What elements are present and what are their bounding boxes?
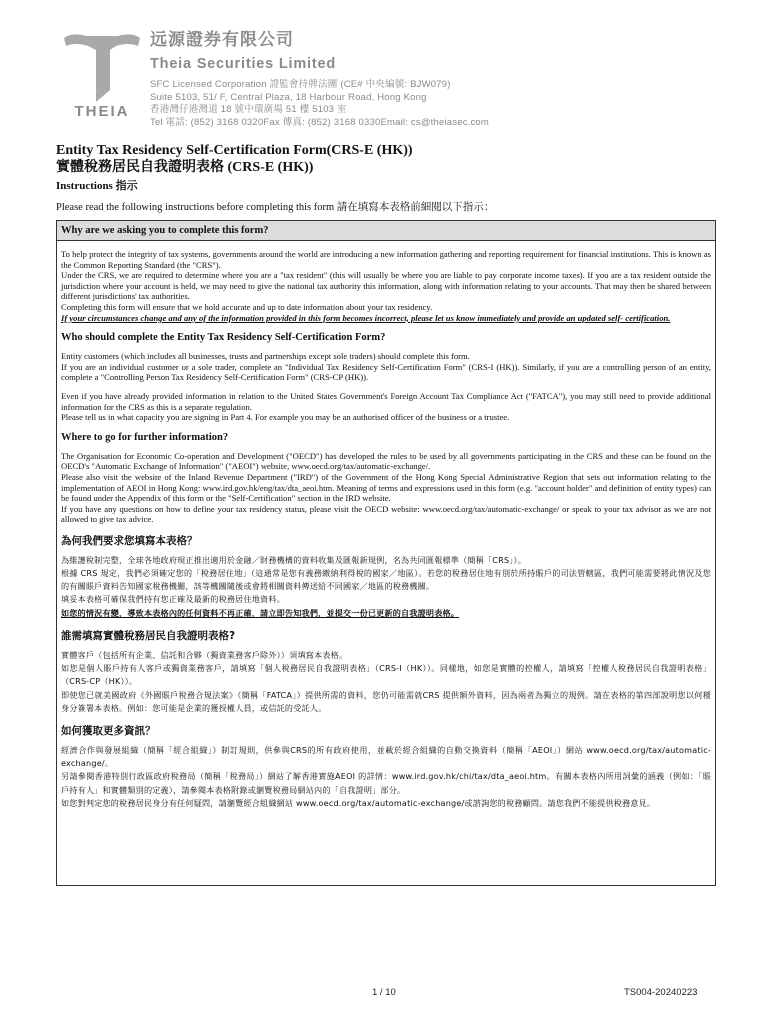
section-heading-where-cn: 如何獲取更多資訊？ xyxy=(61,724,156,737)
paragraph: Even if you have already provided information in relation to the United States Government's Foreign Account Tax Compliance Act ("FATCA"), you may still need to provide additional information for the CRS as this is a separate regulation. xyxy=(61,390,711,412)
box-header xyxy=(57,221,715,241)
paragraph: If you have any questions on how to define your tax residency status, please visit the OECD website: www.oecd.org/tax/automatic-exchange/ or speak to your tax advisor as we are not allowed to give tax advice. xyxy=(61,503,711,525)
paragraph: Entity customers (which includes all businesses, trusts and partnerships except sole traders) should complete this form. xyxy=(61,351,470,362)
paragraph-emphasis: If your circumstances change and any of the information provided in this form becomes incorrect, please let us know immediately and provide an updated self- certification. xyxy=(61,312,671,323)
address-en: Suite 5103, 51/ F, Central Plaza, 18 Harbour Road, Hong Kong xyxy=(150,91,427,103)
section-heading-why: Why are we asking you to complete this form? xyxy=(61,225,269,236)
paragraph-cn: 另請參閱香港特別行政區政府稅務局（簡稱「稅務局」）網站了解香港實施AEOI 的詳情：www.ird.gov.hk/chi/tax/dta_aeoi.htm。有關本表格內所用詞彙的涵義（例如：「賬戶持有人」和實體類別的定義），請參閱本表格附錄或瀏覽稅務局網站內的「自我證明」部分。 xyxy=(61,771,711,795)
section-heading-why-cn: 為何我們要求您填寫本表格？ xyxy=(61,534,198,547)
paragraph-cn: 如您對判定您的稅務居民身分有任何疑問，請瀏覽經合組織網站 www.oecd.org/tax/automatic-exchange/或諮詢您的稅務顧問。請您我們不能提供稅務意見。 xyxy=(61,797,656,808)
fax: Fax 傳真: (852) 3168 0330 xyxy=(263,116,381,128)
paragraph-cn: 根據 CRS 規定，我們必須確定您的「稅務居住地」（這通常是您有義務繳納利得稅的國家／地區）。若您的稅務居住地有別於所持賬戶的司法管轄區，我們可能需要將此情況及您的有關賬戶資料告知國家稅務機關，該等機關隨後或會將相關資料傳送給不同國家／地區的稅務機關。 xyxy=(61,568,711,592)
paragraph: Completing this form will ensure that we hold accurate and up to date information about your tax residency. xyxy=(61,301,433,312)
paragraph-cn: 為維護稅制完整，全球各地政府現正推出適用於金融／財務機構的資料收集及匯報新規例，名為共同匯報標準（簡稱「CRS」）。 xyxy=(61,554,527,565)
theia-logo xyxy=(62,30,142,120)
instructions-label: Instructions 指示 xyxy=(56,180,138,192)
instructions-content xyxy=(57,241,715,810)
email-link[interactable]: Email: cs@theiasec.com xyxy=(380,116,490,128)
paragraph-cn: 填妥本表格可確保我們持有您正確及最新的稅務居住地資料。 xyxy=(61,594,285,605)
paragraph: Under the CRS, we are required to determine where you are a "tax resident" (this will usually be where you are liable to pay corporate income taxes). If you are a tax resident outside the jurisdiction where your account is held, we may need to give the national tax authority this information, along with information relating to your accounts. That may then be shared between different jurisdictions' tax authorities. xyxy=(61,270,711,302)
company-name-en: Theia Securities Limited xyxy=(150,56,336,72)
paragraph-cn: 如您是個人賬戶持有人客戶或獨資業務客戶，請填寫「個人稅務居民自我證明表格」（CRS-I（HK））。同樣地，如您是實體的控權人，請填寫「控權人稅務居民自我證明表格」（CRS-CP（HK））。 xyxy=(61,663,711,687)
form-title-en: Entity Tax Residency Self-Certification Form(CRS-E (HK)) xyxy=(56,143,413,158)
paragraph-cn: 即使您已就美國政府《外國賬戶稅務合規法案》（簡稱「FATCA」）提供所需的資料，您仍可能需就CRS 提供額外資料，因為兩者為獨立的規例。請在表格的第四部說明您以何種身分簽署本表格。例如：您可能是企業的獲授權人員，或信託的受託人。 xyxy=(61,689,711,713)
section-heading-where: Where to go for further information? xyxy=(61,431,229,443)
paragraph-cn: 經濟合作與發展組織（簡稱「經合組織」）制訂規則，供參與CRS的所有政府使用，並載於經合組織的自動交換資料（簡稱「AEOI」）網站 www.oecd.org/tax/automatic-exchange/。 xyxy=(61,744,711,769)
instructions-box xyxy=(56,220,716,886)
license-line: SFC Licensed Corporation 證監會持牌法團 (CE# 中央編號: BJW079) xyxy=(150,79,451,90)
company-name-cn: 远源證券有限公司 xyxy=(150,30,294,49)
paragraph: Please tell us in what capacity you are signing in Part 4. For example you may be an authorised officer of the business or a trustee. xyxy=(61,412,510,423)
section-heading-who: Who should complete the Entity Tax Residency Self-Certification Form? xyxy=(61,332,386,344)
logo-wordmark: THEIA xyxy=(74,103,130,120)
address-cn: 香港灣仔港灣道 18 號中環廣場 51 樓 5103 室 xyxy=(150,104,347,116)
paragraph-cn-emphasis: 如您的情況有變，導致本表格內的任何資料不再正確，請立即告知我們，並提交一份已更新的自我證明表格。 xyxy=(61,607,460,618)
contact-line xyxy=(150,117,710,130)
paragraph: The Organisation for Economic Co-operation and Development ("OECD") has developed the rules to be used by all governments participating in the CRS and these can be found on the OECD's "Automatic Exchange of Information" ("AEOI") website, www.oecd.org/tax/automatic-exchange/. xyxy=(61,450,711,472)
paragraph: To help protect the integrity of tax systems, governments around the world are introducing a new information gathering and reporting requirement for financial institutions. This is known as the Common Reporting Standard (the "CRS"). xyxy=(61,249,711,270)
document-reference: TS004-20240223 xyxy=(624,987,698,998)
tel: Tel 電話: (852) 3168 0320 xyxy=(150,116,264,128)
paragraph-cn: 實體客戶（包括所有企業、信託和合夥（獨資業務客戶除外））須填寫本表格。 xyxy=(61,649,348,660)
form-title-cn: 實體稅務居民自我證明表格 (CRS-E (HK)) xyxy=(56,160,314,175)
paragraph: If you are an individual customer or a sole trader, complete an "Individual Tax Residency Self-Certification Form" (CRS-I (HK)). Similarly, if you are a controlling person of an entity, complete a "Controlling Person Tax Residency Self-Certification Form" (CRS-CP (HK)). xyxy=(61,361,711,383)
theia-logo-mark xyxy=(62,30,142,120)
letterhead xyxy=(150,30,710,129)
instructions-intro: Please read the following instructions before completing this form 請在填寫本表格前細閱以下指示： xyxy=(56,202,495,213)
paragraph: Please also visit the website of the Inland Revenue Department ("IRD") of the Government of the Hong Kong Special Administrative Region that sets out information relating to the implementation of AEOI in Hong Kong: www.ird.gov.hk/eng/tax/dta_aeoi.htm. Meaning of terms and expressions used in this form (e.g. "account holder" and definition of entity types) can be found under the Appendix of this form or the "Self-Certification" section in the IRD website. xyxy=(61,471,711,504)
form-header xyxy=(56,142,716,215)
page-number: 1 / 10 xyxy=(372,987,396,998)
section-heading-who-cn: 誰需填寫實體稅務居民自我證明表格? xyxy=(61,629,236,642)
